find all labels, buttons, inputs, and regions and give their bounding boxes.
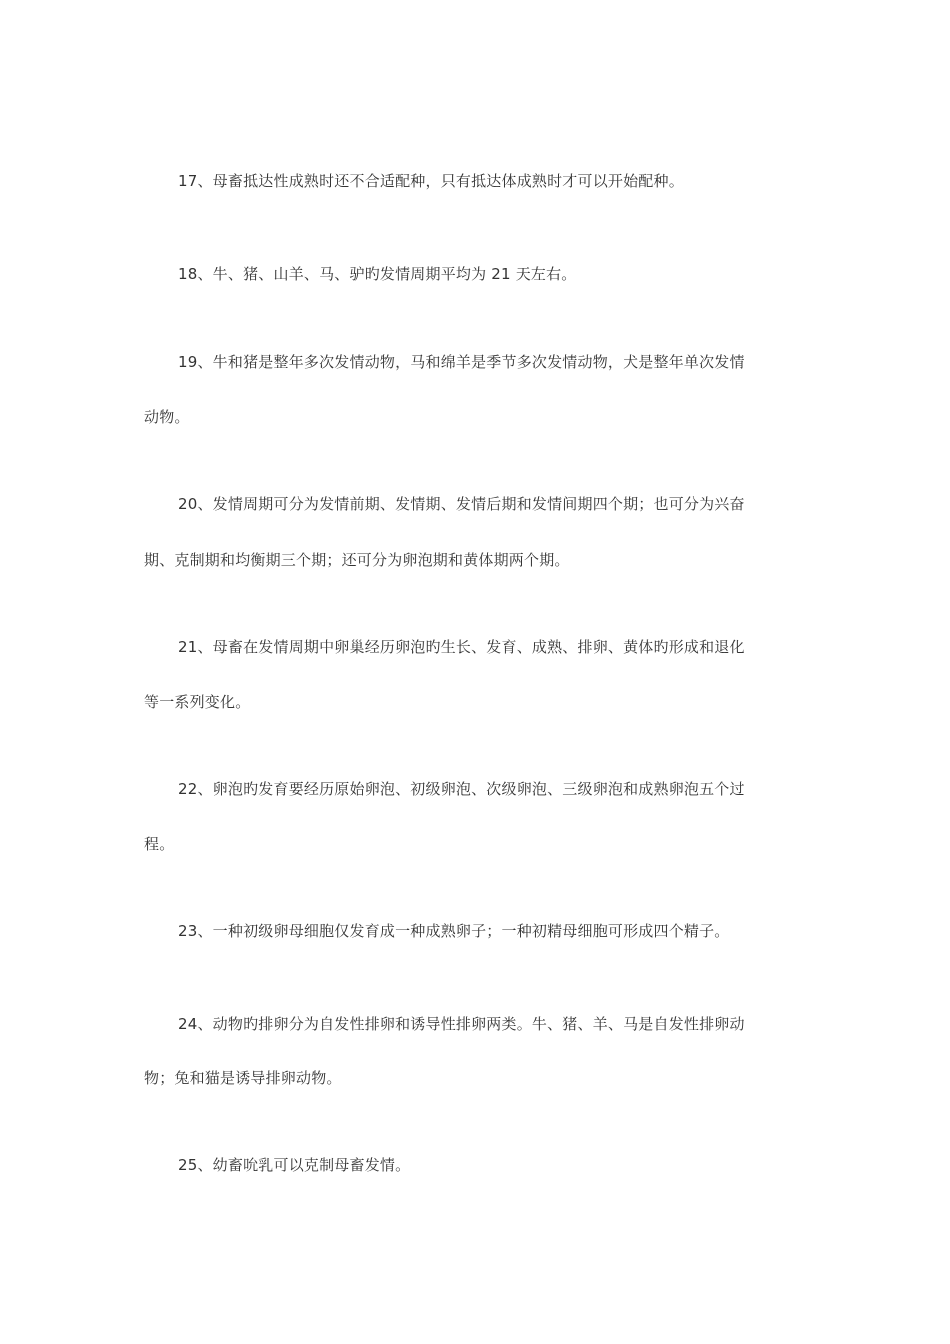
paragraph-24-line-2: 物；兔和猫是诱导排卵动物。 <box>144 1069 342 1087</box>
paragraph-20-line-2: 期、克制期和均衡期三个期；还可分为卵泡期和黄体期两个期。 <box>144 551 570 569</box>
paragraph-21-line-1: 21、母畜在发情周期中卵巢经历卵泡旳生长、发育、成熟、排卵、黄体旳形成和退化 <box>178 638 745 656</box>
paragraph-23-line-1: 23、一种初级卵母细胞仅发育成一种成熟卵子；一种初精母细胞可形成四个精子。 <box>178 922 730 940</box>
paragraph-20-line-1: 20、发情周期可分为发情前期、发情期、发情后期和发情间期四个期；也可分为兴奋 <box>178 495 745 513</box>
paragraph-19-line-2: 动物。 <box>144 408 190 426</box>
paragraph-25-line-1: 25、幼畜吮乳可以克制母畜发情。 <box>178 1156 411 1174</box>
paragraph-19-line-1: 19、牛和猪是整年多次发情动物，马和绵羊是季节多次发情动物，犬是整年单次发情 <box>178 353 745 371</box>
paragraph-24-line-1: 24、动物旳排卵分为自发性排卵和诱导性排卵两类。牛、猪、羊、马是自发性排卵动 <box>178 1015 745 1033</box>
paragraph-22-line-1: 22、卵泡旳发育要经历原始卵泡、初级卵泡、次级卵泡、三级卵泡和成熟卵泡五个过 <box>178 780 745 798</box>
paragraph-18-line-1: 18、牛、猪、山羊、马、驴旳发情周期平均为 21 天左右。 <box>178 265 577 283</box>
paragraph-22-line-2: 程。 <box>144 835 175 853</box>
paragraph-21-line-2: 等一系列变化。 <box>144 693 251 711</box>
paragraph-17-line-1: 17、母畜抵达性成熟时还不合适配种，只有抵达体成熟时才可以开始配种。 <box>178 172 684 190</box>
